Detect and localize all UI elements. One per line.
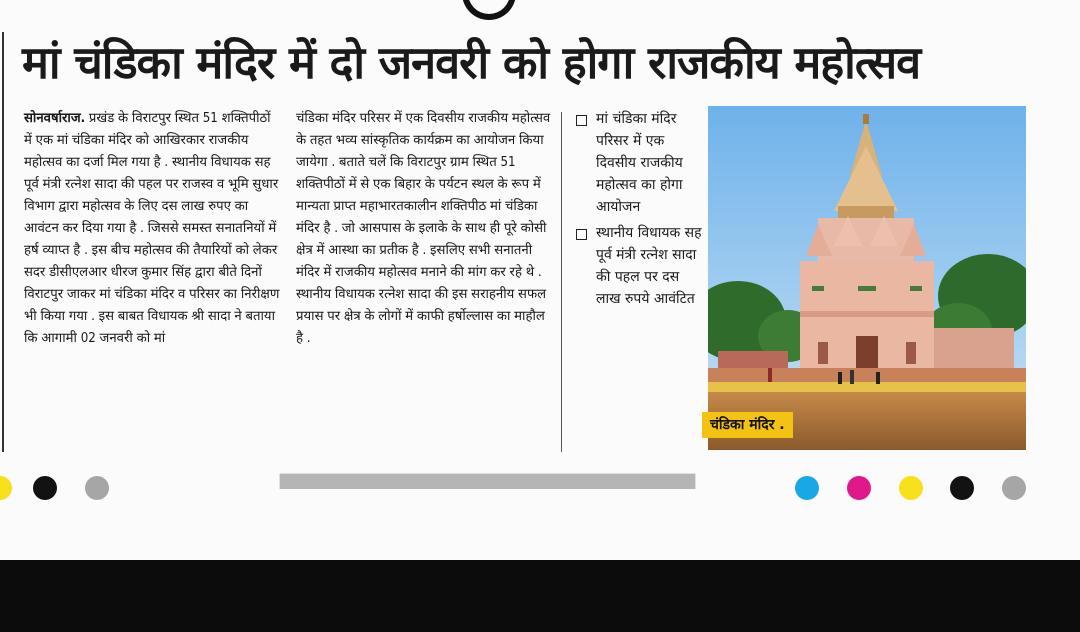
registration-bar <box>280 474 696 489</box>
column-2-text: चंडिका मंदिर परिसर में एक दिवसीय राजकीय महोत्सव के तहत भव्य सांस्कृतिक कार्यक्रम का आयोजन किया जायेगा . बताते चलें कि विराटपुर ग्राम स्थित 51 शक्तिपीठों में से एक बिहार के पर्यटन स्थल के रूप में मान्यता प्राप्त महाभारतकालीन शक्तिपीठ मां चंडिका मंदिर है . जो आसपास के इलाके के साथ ही पूरे कोसी क्षेत्र में आस्था का प्रतीक है . इसलिए सभी सनातनी मंदिर में राजकीय महोत्सव मनाने की मांग कर रहे थे . स्थानीय विधायक रत्नेश सादा की इस सराहनीय सफल प्रयास पर क्षेत्र के लोगों में काफी हर्षोल्लास का माहौल है . <box>296 111 551 346</box>
photo-caption: चंडिका मंदिर . <box>702 412 793 438</box>
highlight-item: मां चंडिका मंदिर परिसर में एक दिवसीय राजकीय महोत्सव का होगा आयोजन <box>574 108 702 218</box>
registration-dot-cyan <box>795 476 819 500</box>
left-column-rule <box>2 32 4 452</box>
temple-photo <box>708 106 1026 450</box>
registration-dot-gray <box>1002 476 1026 500</box>
article-column-2 <box>296 108 554 350</box>
temple-illustration <box>708 106 1026 450</box>
article-column-1 <box>24 108 282 350</box>
bottom-black-band <box>0 560 1080 632</box>
registration-dot-magenta <box>847 476 871 500</box>
highlight-item: स्थानीय विधायक सह पूर्व मंत्री रत्नेश सादा की पहल पर दस लाख रुपये आवंटित <box>574 222 702 310</box>
column-1-text: प्रखंड के विराटपुर स्थित 51 शक्तिपीठों में एक मां चंडिका मंदिर को आखिरकार राजकीय महोत्सव का दर्जा मिल गया है . स्थानीय विधायक सह पूर्व मंत्री रत्नेश सादा की पहल पर राजस्व व भूमि सुधार विभाग द्वारा महोत्सव के लिए दस लाख रुपए का आवंटन कर दिया गया है . जिससे समस्त सनातनियों में हर्ष व्याप्त है . इस बीच महोत्सव की तैयारियों को लेकर सदर डीसीएलआर धीरज कुमार सिंह द्वारा बीते दिनों विराटपुर जाकर मां चंडिका मंदिर व परिसर का निरीक्षण भी किया गया . इस बाबत विधायक श्री सादा ने बताया कि आगामी 02 जनवरी को मां <box>24 111 280 346</box>
masthead-glyph-fragment <box>462 0 516 20</box>
highlights-divider <box>561 112 562 452</box>
square-bullet-icon <box>576 115 587 126</box>
registration-dot-black <box>950 476 974 500</box>
article-headline: मां चंडिका मंदिर में दो जनवरी को होगा राजकीय महोत्सव <box>22 36 921 89</box>
registration-dot-black <box>33 476 57 500</box>
dateline: सोनवर्षाराज. <box>24 111 86 126</box>
highlights-box <box>574 108 702 314</box>
square-bullet-icon <box>576 229 587 240</box>
registration-dot-gray <box>85 476 109 500</box>
registration-dot-yellow <box>899 476 923 500</box>
